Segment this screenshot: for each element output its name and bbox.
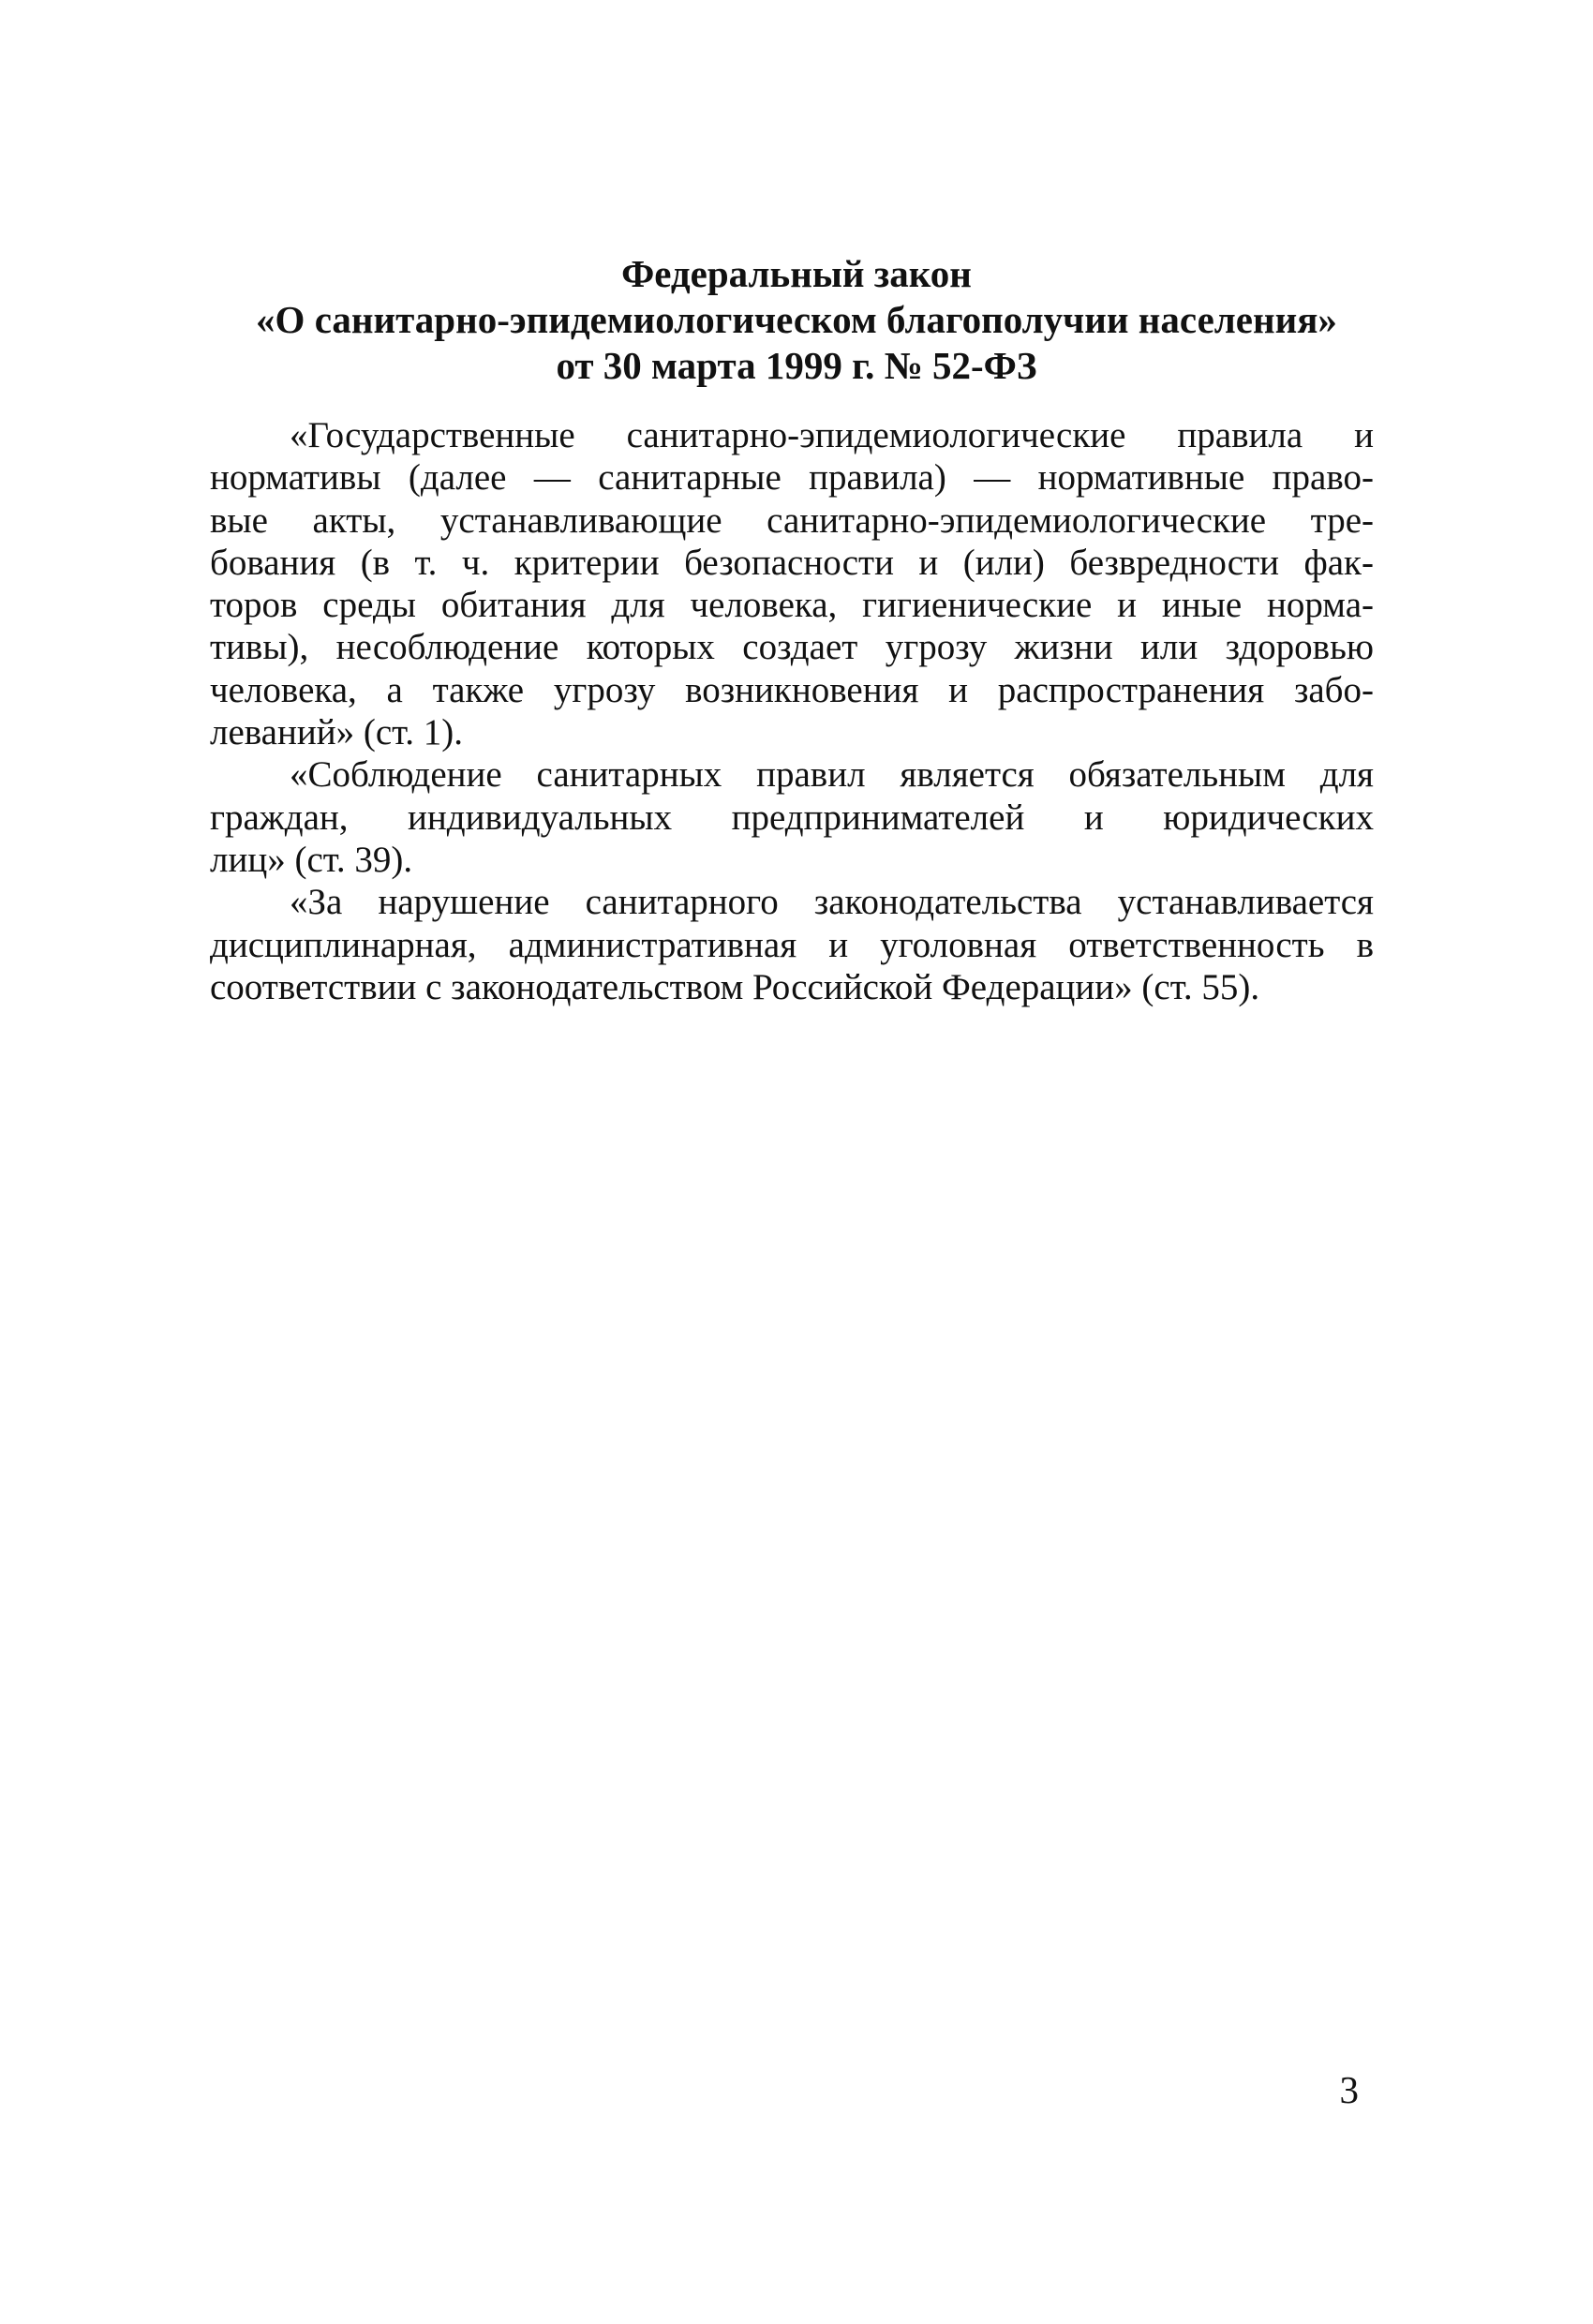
text-line: леваний» (ст. 1). xyxy=(210,712,463,753)
heading-line-law-type: Федеральный закон xyxy=(621,252,972,295)
text-line: граждан, индивидуальных предпринимателей и юридических xyxy=(210,797,1374,838)
paragraph-article-1 xyxy=(210,414,1374,753)
text-line: «Соблюдение санитарных правил является обязательным для xyxy=(290,754,1374,796)
text-line: «За нарушение санитарного законодательства устанавливается xyxy=(290,882,1374,923)
heading-line-law-date-number: от 30 марта 1999 г. № 52-ФЗ xyxy=(556,344,1037,387)
text-line: человека, а также угрозу возникновения и распространения забо- xyxy=(210,669,1374,710)
page-number: 3 xyxy=(1339,2068,1359,2111)
text-line: торов среды обитания для человека, гигиенические и иные норма- xyxy=(210,585,1374,626)
text-line: дисциплинарная, административная и уголовная ответственность в xyxy=(210,924,1374,965)
document-heading xyxy=(169,251,1424,389)
text-line: бования (в т. ч. критерии безопасности и (или) безвредности фак- xyxy=(210,542,1374,583)
paragraph-article-39 xyxy=(210,753,1374,881)
text-line: «Государственные санитарно-эпидемиологические правила и xyxy=(290,415,1374,455)
paragraph-article-55 xyxy=(210,881,1374,1008)
text-line: соответствии с законодательством Российской Федерации» (ст. 55). xyxy=(210,966,1260,1007)
text-line: тивы), несоблюдение которых создает угрозу жизни или здоровью xyxy=(210,627,1374,668)
heading-line-law-title: «О санитарно-эпидемиологическом благополучии населения» xyxy=(256,298,1337,341)
document-body xyxy=(210,414,1374,1008)
text-line: вые акты, устанавливающие санитарно-эпидемиологические тре- xyxy=(210,499,1374,541)
text-line: нормативы (далее — санитарные правила) — нормативные право- xyxy=(210,457,1374,499)
text-line: лиц» (ст. 39). xyxy=(210,839,413,880)
